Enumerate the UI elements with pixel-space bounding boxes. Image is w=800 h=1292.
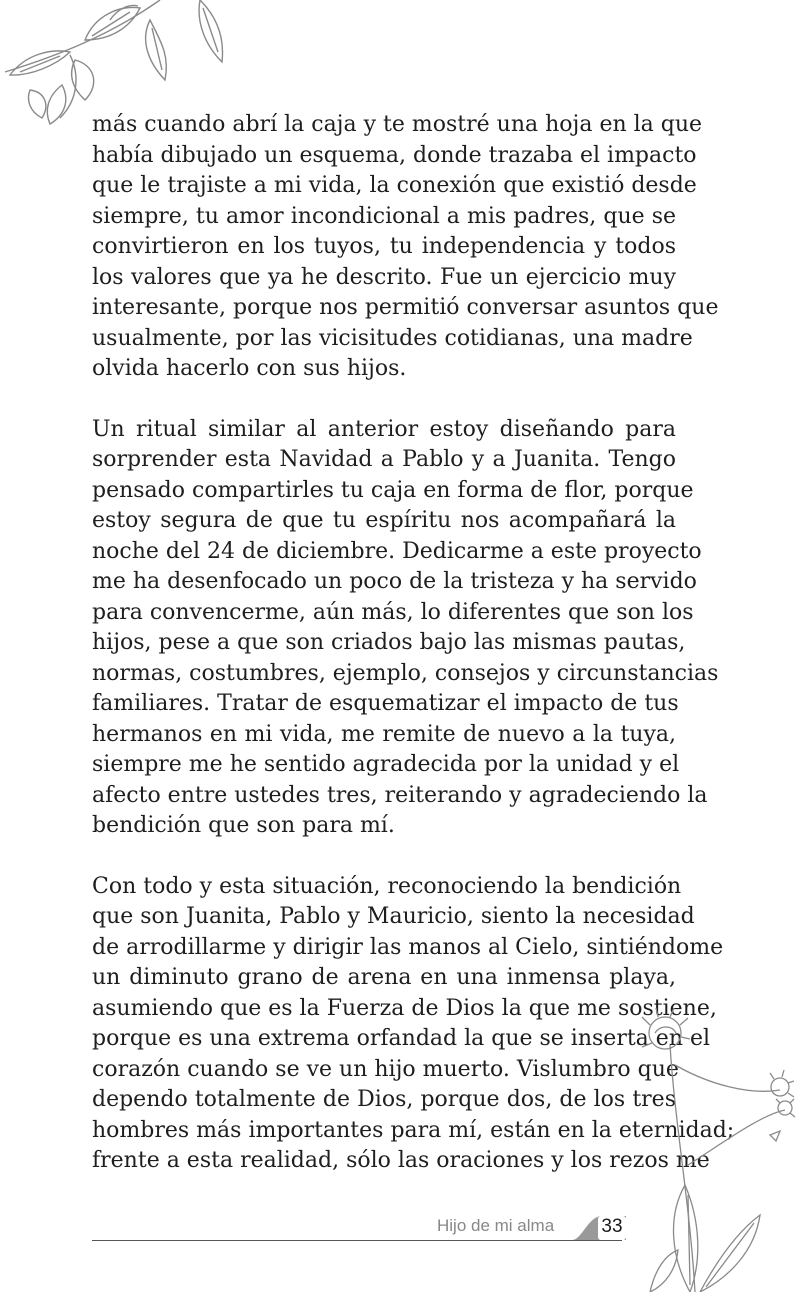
text-line: de arrodillarme y dirigir las manos al Cielo, sintiéndome	[92, 934, 724, 960]
text-line: olvida hacerlo con sus hijos.	[92, 356, 407, 381]
text-line: más cuando abrí la caja y te mostré una hoja en la que	[92, 112, 703, 137]
text-line: dependo totalmente de Dios, porque dos, de los tres	[92, 1087, 676, 1112]
wildflower-icon	[630, 1005, 800, 1292]
text-line: para convencerme, aún más, lo diferentes que son los	[92, 599, 694, 625]
text-line: estoy segura de que tu espíritu nos acompañará la	[92, 508, 676, 533]
text-line: bendición que son para mí.	[92, 813, 395, 838]
text-line: que son Juanita, Pablo y Mauricio, siento la necesidad	[92, 904, 695, 929]
running-title: Hijo de mi alma	[437, 1216, 555, 1235]
text-line: afecto entre ustedes tres, reiterando y agradeciendo la	[92, 782, 708, 808]
footer-rule	[92, 1240, 622, 1241]
text-line: hijos, pese a que son criados bajo las mismas pautas,	[92, 630, 686, 655]
text-line: convirtieron en los tuyos, tu independencia y todos	[92, 234, 676, 259]
text-line: hermanos en mi vida, me remite de nuevo a la tuya,	[92, 721, 676, 747]
text-line: corazón cuando se ve un hijo muerto. Vislumbro que	[92, 1056, 679, 1082]
text-line: sorprender esta Navidad a Pablo y a Juanita. Tengo	[92, 447, 676, 472]
text-line: me ha desenfocado un poco de la tristeza y ha servido	[92, 569, 697, 594]
text-line: hombres más importantes para mí, están en la eternidad;	[92, 1117, 735, 1143]
page-number: 33	[601, 1216, 623, 1237]
paragraph-2	[92, 415, 719, 842]
text-line: usualmente, por las vicisitudes cotidianas, una madre	[92, 325, 693, 351]
text-line: interesante, porque nos permitió conversar asuntos que	[92, 295, 719, 320]
page-body	[92, 110, 735, 1207]
text-line: los valores que ya he descrito. Fue un ejercicio muy	[92, 264, 676, 290]
text-line: familiares. Tratar de esquematizar el impacto de tus	[92, 691, 679, 716]
text-line: pensado compartirles tu caja en forma de flor, porque	[92, 477, 694, 503]
text-line: Con todo y esta situación, reconociendo la bendición	[92, 873, 682, 899]
text-line: Un ritual similar al anterior estoy diseñando para	[92, 416, 676, 442]
text-line: asumiendo que es la Fuerza de Dios la que me sostiene,	[92, 995, 717, 1021]
text-line: siempre, tu amor incondicional a mis padres, que se	[92, 203, 676, 229]
text-line: había dibujado un esquema, donde trazaba el impacto	[92, 142, 697, 168]
text-line: un diminuto grano de arena en una inmensa playa,	[92, 965, 676, 990]
text-line: siempre me he sentido agradecida por la unidad y el	[92, 752, 680, 777]
text-line: frente a esta realidad, sólo las oraciones y los rezos me	[92, 1148, 710, 1173]
text-line: porque es una extrema orfandad la que se inserta en el	[92, 1026, 711, 1051]
paragraph-1	[92, 110, 719, 385]
paragraph-3	[92, 872, 735, 1177]
text-line: que le trajiste a mi vida, la conexión que existió desde	[92, 173, 697, 198]
text-line: normas, costumbres, ejemplo, consejos y circunstancias	[92, 660, 719, 686]
text-line: noche del 24 de diciembre. Dedicarme a este proyecto	[92, 538, 702, 564]
